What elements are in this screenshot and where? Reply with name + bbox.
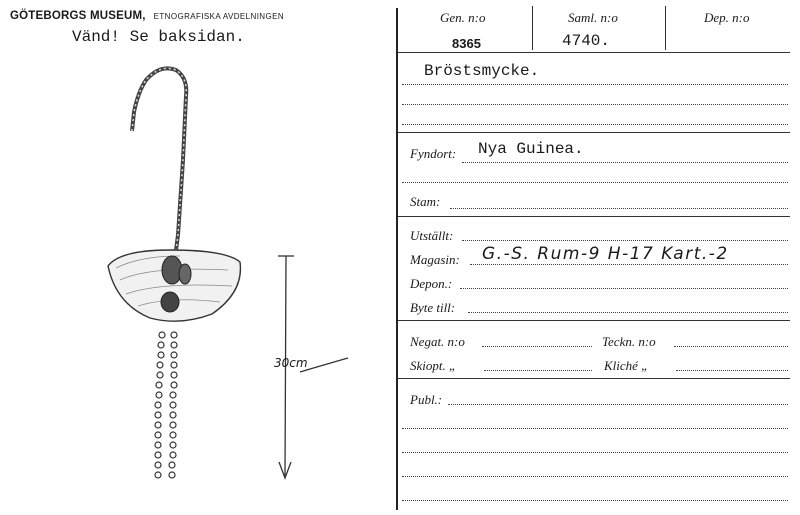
scale-label: 30cm: [274, 356, 308, 370]
dotted-line: [482, 346, 592, 347]
dotted-line: [402, 500, 788, 501]
catalog-card: [398, 0, 800, 515]
stam-label: Stam:: [410, 194, 441, 209]
dotted-line: [470, 264, 788, 265]
dotted-line: [460, 288, 788, 289]
dotted-line: [402, 182, 788, 183]
dotted-line: [402, 452, 788, 453]
magasin-value: G.-S. Rum-9 H-17 Kart.-2: [482, 244, 729, 264]
gen-no-value: 8365: [452, 36, 481, 51]
museum-name: GÖTEBORGS MUSEUM,: [10, 10, 146, 22]
publ-label: Publ.:: [410, 392, 443, 407]
teckn-label: Teckn. n:o: [602, 334, 656, 349]
cord-hook: [132, 68, 186, 250]
department-name: ETNOGRAFISKA AVDELNINGEN: [153, 12, 285, 21]
fyndort-label: Fyndort:: [410, 146, 457, 161]
column-divider: [665, 6, 666, 50]
column-divider: [532, 6, 533, 50]
section-rule: [398, 320, 790, 321]
dotted-line: [448, 404, 788, 405]
dotted-line: [462, 240, 788, 241]
kliche-label: Kliché „: [604, 358, 649, 373]
dotted-line: [462, 162, 788, 163]
section-rule: [398, 378, 790, 379]
dotted-line: [484, 370, 592, 371]
dotted-line: [402, 428, 788, 429]
saml-no-label: Saml. n:o: [568, 10, 618, 25]
dotted-line: [468, 312, 788, 313]
dotted-line: [450, 208, 788, 209]
dotted-line: [402, 124, 788, 125]
dotted-line: [402, 84, 788, 85]
section-rule: [398, 132, 790, 133]
utstallt-label: Utställt:: [410, 228, 454, 243]
breast-ornament-drawing: [0, 0, 396, 515]
saml-no-value: 4740.: [562, 32, 611, 50]
magasin-label: Magasin:: [410, 252, 460, 267]
negat-label: Negat. n:o: [410, 334, 465, 349]
skiopt-label: Skiopt. „: [410, 358, 457, 373]
dotted-line: [402, 104, 788, 105]
header-rule: [398, 52, 790, 53]
byte-till-label: Byte till:: [410, 300, 456, 315]
fyndort-value: Nya Guinea.: [478, 140, 584, 158]
dotted-line: [402, 476, 788, 477]
turn-over-note: Vänd! Se baksidan.: [72, 28, 245, 46]
object-name: Bröstsmycke.: [424, 62, 540, 80]
dep-no-label: Dep. n:o: [704, 10, 750, 25]
gen-no-label: Gen. n:o: [440, 10, 486, 25]
bead-chain-left: [155, 332, 165, 478]
left-panel: [0, 0, 396, 515]
depon-label: Depon.:: [410, 276, 453, 291]
dotted-line: [674, 346, 788, 347]
bead-chain-right: [169, 332, 177, 478]
section-rule: [398, 216, 790, 217]
dotted-line: [676, 370, 788, 371]
